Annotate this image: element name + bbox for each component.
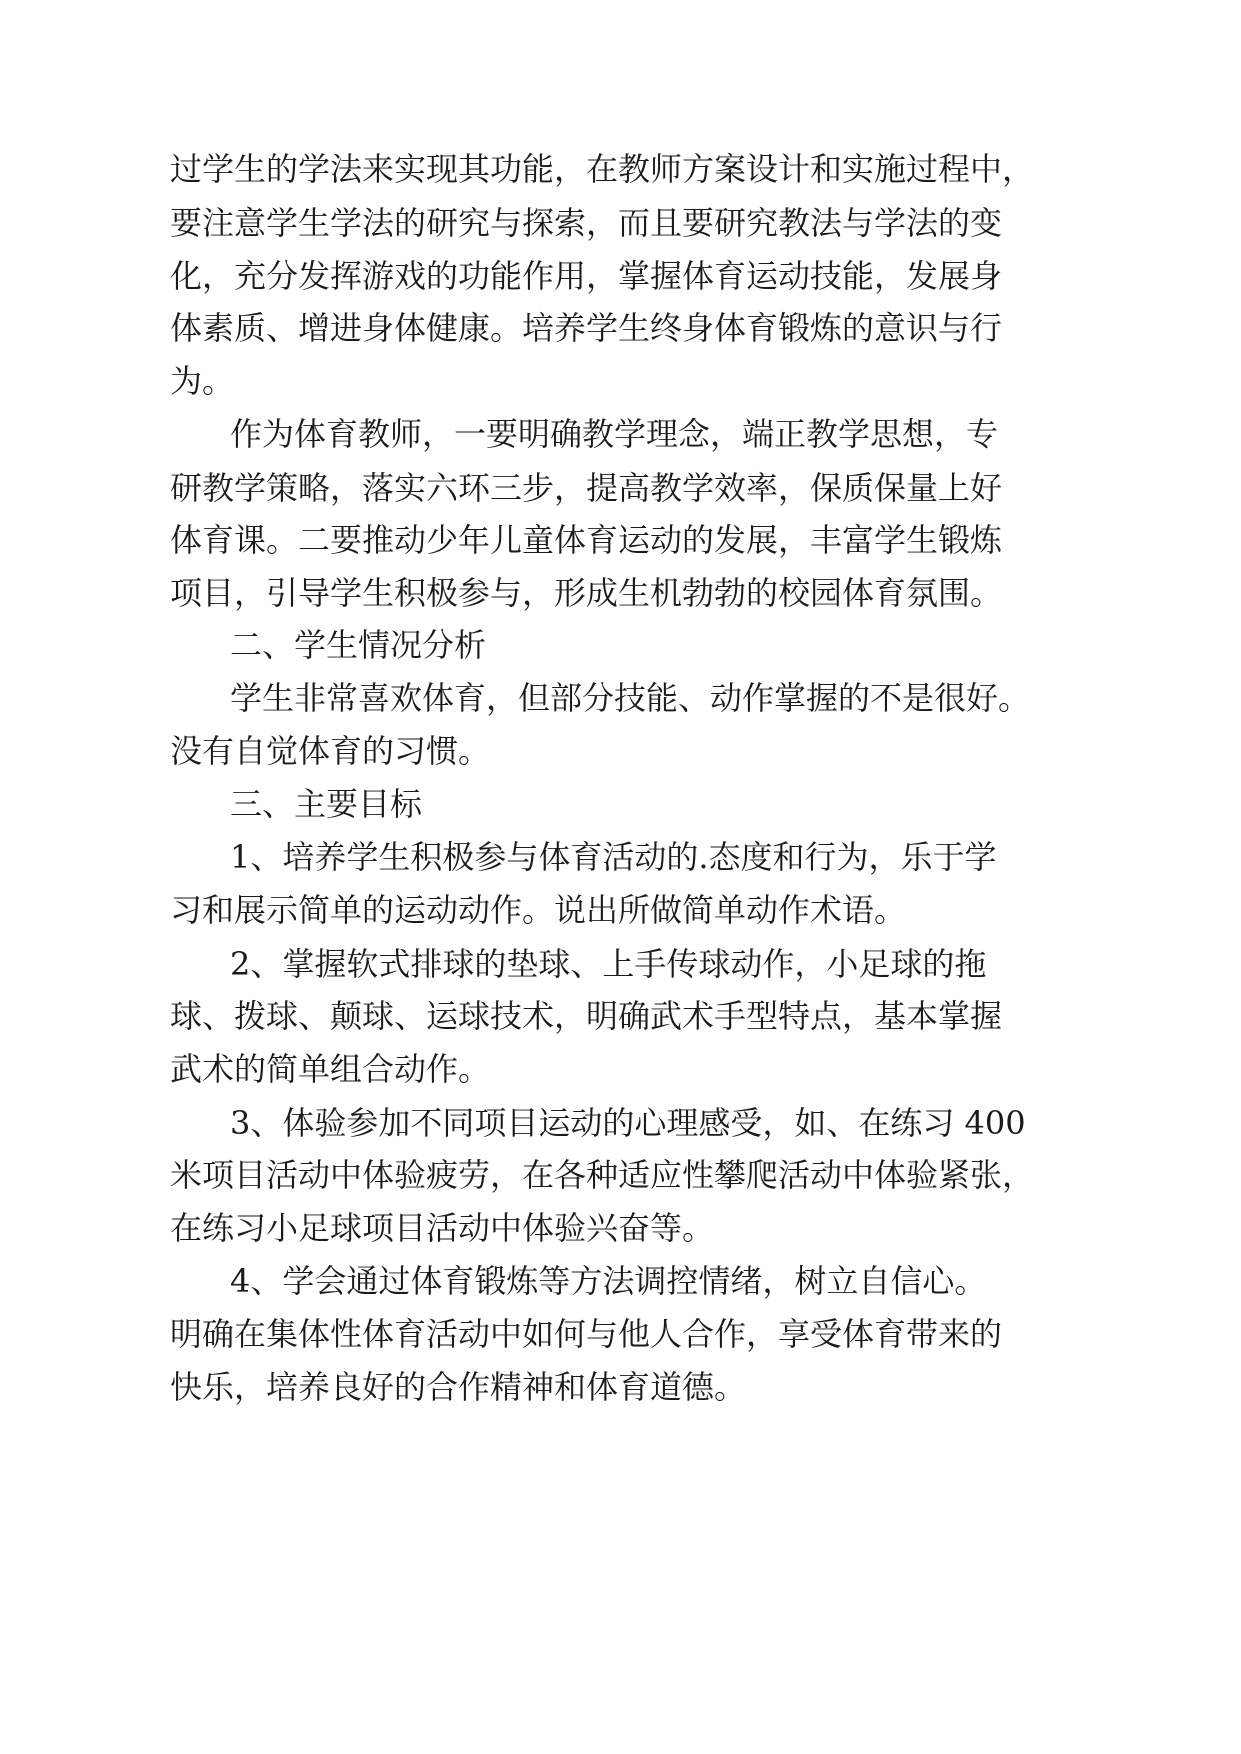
text-line: 项目，引导学生积极参与，形成生机勃勃的校园体育氛围。 (170, 574, 1003, 612)
paragraph-start: 作为体育教师，一要明确教学理念，端正教学思想，专 (230, 415, 999, 453)
section-heading: 二、学生情况分析 (230, 626, 487, 664)
list-item-start: 3、体验参加不同项目运动的心理感受，如、在练习 400 (230, 1104, 1026, 1142)
text-line: 米项目活动中体验疲劳，在各种适应性攀爬活动中体验紧张， (170, 1156, 1035, 1194)
list-item-start: 4、学会通过体育锻炼等方法调控情绪，树立自信心。 (230, 1262, 987, 1300)
section-heading: 三、主要目标 (230, 785, 423, 823)
text-line: 明确在集体性体育活动中如何与他人合作，享受体育带来的 (170, 1315, 1003, 1353)
text-line: 研教学策略，落实六环三步，提高教学效率，保质保量上好 (170, 469, 1003, 507)
text-line: 体育课。二要推动少年儿童体育运动的发展，丰富学生锻炼 (170, 521, 1003, 559)
text-line: 体素质、增进身体健康。培养学生终身体育锻炼的意识与行 (170, 309, 1003, 347)
list-item-start: 1、培养学生积极参与体育活动的.态度和行为，乐于学 (230, 838, 997, 876)
text-line: 化，充分发挥游戏的功能作用，掌握体育运动技能，发展身 (170, 257, 1003, 295)
text-line: 在练习小足球项目活动中体验兴奋等。 (170, 1209, 715, 1247)
text-line: 武术的简单组合动作。 (170, 1050, 491, 1088)
text-line: 没有自觉体育的习惯。 (170, 732, 491, 770)
list-item-start: 2、掌握软式排球的垫球、上手传球动作，小足球的拖 (230, 945, 987, 983)
paragraph-start: 学生非常喜欢体育，但部分技能、动作掌握的不是很好。 (230, 679, 1031, 717)
text-line: 要注意学生学法的研究与探索，而且要研究教法与学法的变 (170, 204, 1003, 242)
text-line: 为。 (170, 362, 235, 400)
text-line: 快乐，培养良好的合作精神和体育道德。 (170, 1368, 747, 1406)
text-line: 过学生的学法来实现其功能，在教师方案设计和实施过程中， (170, 150, 1035, 188)
text-line: 习和展示简单的运动动作。说出所做简单动作术语。 (170, 891, 907, 929)
text-line: 球、拨球、颠球、运球技术，明确武术手型特点，基本掌握 (170, 997, 1003, 1035)
